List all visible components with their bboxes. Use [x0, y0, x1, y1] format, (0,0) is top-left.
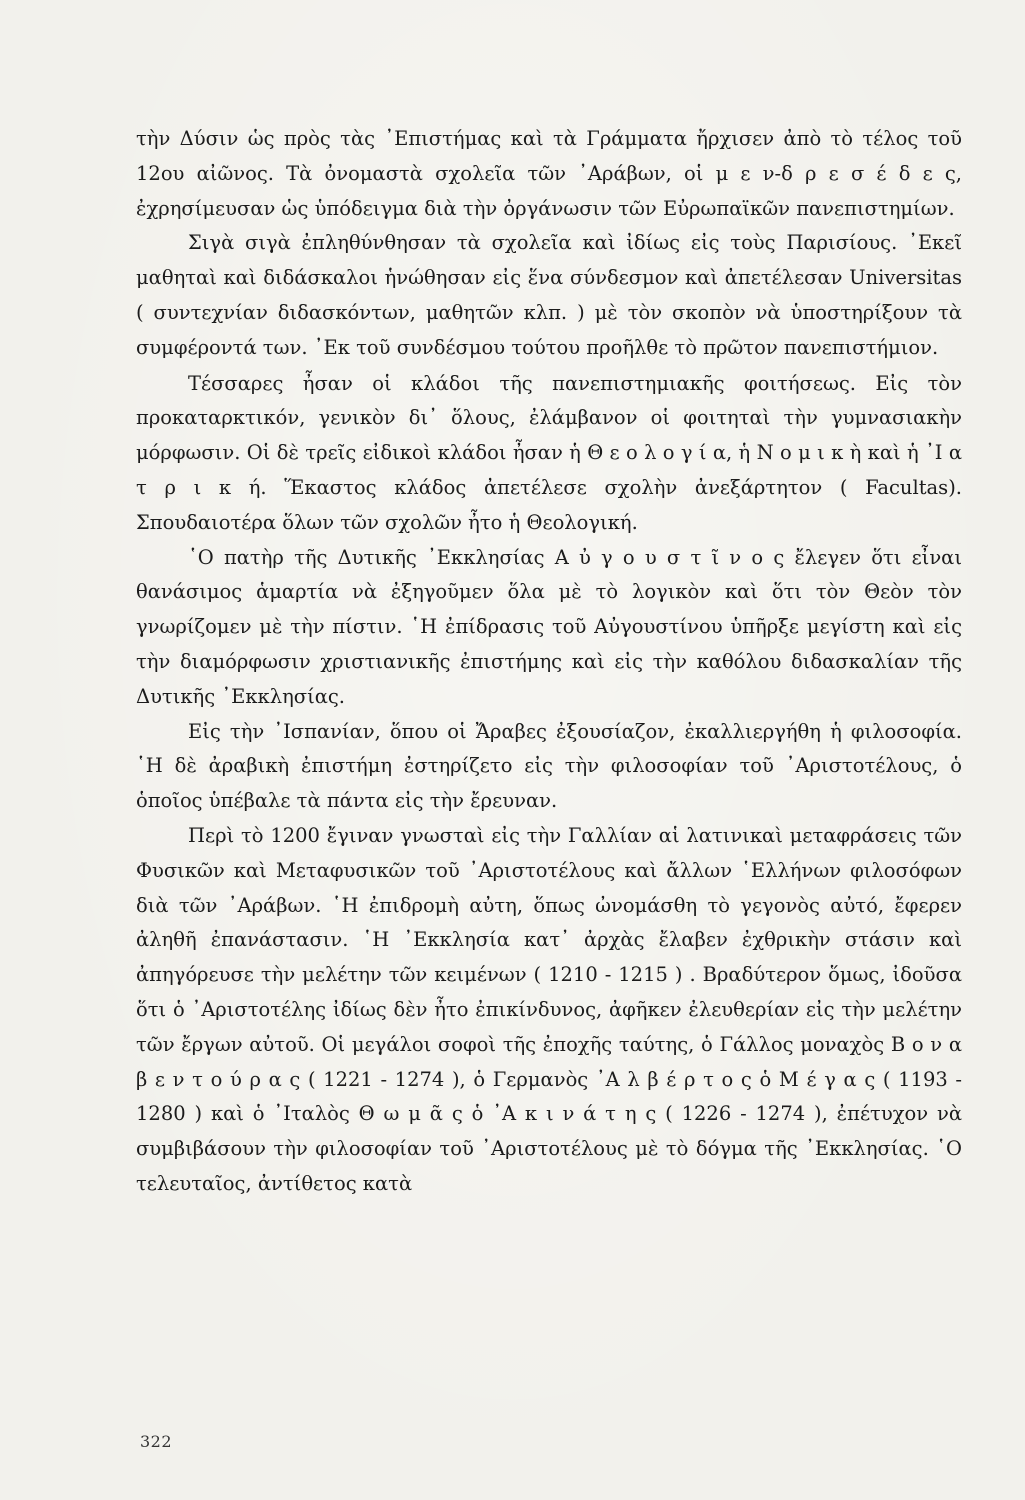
paragraph-4: ῾Ο πατὴρ τῆς Δυτικῆς ᾿Εκκλησίας Α ὐ γ ο υ σ τ ῖ ν ο ς ἔλεγεν ὅτι εἶναι θανάσιμος ἁμαρτία νὰ ἐξηγοῦμεν ὅλα μὲ τὸ λογικὸν καὶ ὅτι τὸν Θεὸν τὸν γνωρίζομεν μὲ τὴν πίστιν. ῾Η ἐπίδρασις τοῦ Αὐγουστίνου ὑπῆρξε μεγίστη καὶ εἰς τὴν διαμόρφωσιν χριστιανικῆς ἐπιστήμης καὶ εἰς τὴν καθόλου διδασκαλίαν τῆς Δυτικῆς ᾿Εκκλησίας.: [136, 545, 962, 708]
page-number: 322: [140, 1432, 173, 1451]
paragraph-5: Εἰς τὴν ᾿Ισπανίαν, ὅπου οἱ Ἄραβες ἐξουσίαζον, ἐκαλλιεργήθη ἡ φιλοσοφία. ῾Η δὲ ἀραβικὴ ἐπιστήμη ἐστηρίζετο εἰς τὴν φιλοσοφίαν τοῦ ᾿Αριστοτέλους, ὁ ὁποῖος ὑπέβαλε τὰ πάντα εἰς τὴν ἔρευναν.: [136, 719, 962, 813]
paragraph-1: τὴν Δύσιν ὡς πρὸς τὰς ᾿Επιστήμας καὶ τὰ Γράμματα ἤρχισεν ἀπὸ τὸ τέλος τοῦ 12ου αἰῶνος. Τὰ ὀνομαστὰ σχολεῖα τῶν ᾿Αράβων, οἱ μ ε ν-δ ρ ε σ έ δ ε ς, ἐχρησίμευσαν ὡς ὑπόδειγμα διὰ τὴν ὀργάνωσιν τῶν Εὐρωπαϊκῶν πανεπιστημίων.: [136, 127, 962, 220]
paragraph-2: Σιγὰ σιγὰ ἐπληθύνθησαν τὰ σχολεῖα καὶ ἰδίως εἰς τοὺς Παρισίους. ᾿Εκεῖ μαθηταὶ καὶ διδάσκαλοι ἡνώθησαν εἰς ἕνα σύνδεσμον καὶ ἀπετέλεσαν Universitas ( συντεχνίαν διδασκόντων, μαθητῶν κλπ. ) μὲ τὸν σκοπὸν νὰ ὑποστηρίξουν τὰ συμφέροντά των. ᾿Εκ τοῦ συνδέσμου τούτου προῆλθε τὸ πρῶτον πανεπιστήμιον.: [136, 231, 962, 359]
paragraph-6: Περὶ τὸ 1200 ἔγιναν γνωσταὶ εἰς τὴν Γαλλίαν αἱ λατινικαὶ μεταφράσεις τῶν Φυσικῶν καὶ Μεταφυσικῶν τοῦ ᾿Αριστοτέλους καὶ ἄλλων ῾Ελλήνων φιλοσόφων διὰ τῶν ᾿Αράβων. ῾Η ἐπιδρομὴ αὐτη, ὅπως ὠνομάσθη τὸ γεγονὸς αὐτό, ἔφερεν ἀληθῆ ἐπανάστασιν. ῾Η ᾿Εκκλησία κατ᾿ ἀρχὰς ἔλαβεν ἐχθρικὴν στάσιν καὶ ἀπηγόρευσε τὴν μελέτην τῶν κειμένων ( 1210 - 1215 ) . Βραδύτερον ὅμως, ἰδοῦσα ὅτι ὁ ᾿Αριστοτέλης ἰδίως δὲν ἦτο ἐπικίνδυνος, ἀφῆκεν ἐλευθερίαν εἰς τὴν μελέτην τῶν ἔργων αὐτοῦ. Οἱ μεγάλοι σοφοὶ τῆς ἐποχῆς ταύτης, ὁ Γάλλος μοναχὸς Β ο ν α β ε ν τ ο ύ ρ α ς ( 1221 - 1274 ), ὁ Γερμανὸς ᾿Α λ β έ ρ τ ο ς ὁ Μ έ γ α ς ( 1193 - 1280 ) καὶ ὁ ᾿Ιταλὸς Θ ω μ ᾶ ς ὁ ᾿Α κ ι ν ά τ η ς ( 1226 - 1274 ), ἐπέτυχον νὰ συμβιβάσουν τὴν φιλοσοφίαν τοῦ ᾿Αριστοτέλους μὲ τὸ δόγμα τῆς ᾿Εκκλησίας. ῾Ο τελευταῖος, ἀντίθετος κατὰ: [136, 823, 962, 1195]
body-text: [136, 122, 962, 1202]
paragraph-3: Τέσσαρες ἦσαν οἱ κλάδοι τῆς πανεπιστημιακῆς φοιτήσεως. Εἰς τὸν προκαταρκτικόν, γενικὸν δι᾿ ὅλους, ἐλάμβανον οἱ φοιτηταὶ τὴν γυμνασιακὴν μόρφωσιν. Οἱ δὲ τρεῖς εἰδικοὶ κλάδοι ἦσαν ἡ Θ ε ο λ ο γ ί α, ἡ Ν ο μ ι κ ὴ καὶ ἡ ᾿Ι α τ ρ ι κ ή. Ἕκαστος κλάδος ἀπετέλεσε σχολὴν ἀνεξάρτητον ( Facultas). Σπουδαιοτέρα ὅλων τῶν σχολῶν ἦτο ἡ Θεολογική.: [136, 371, 962, 534]
